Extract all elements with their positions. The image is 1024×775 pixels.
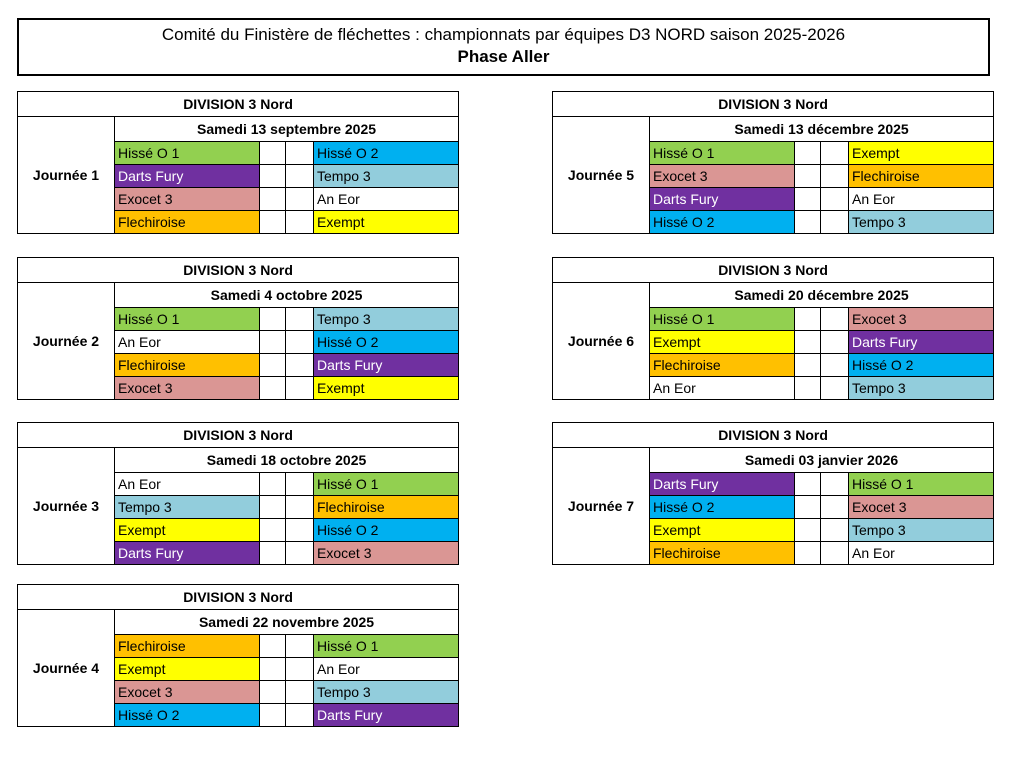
page-title: Comité du Finistère de fléchettes : championnats par équipes D3 NORD saison 2025-2026 [161, 25, 846, 44]
away-team: An Eor [849, 188, 994, 211]
away-score [286, 188, 314, 211]
away-team: Tempo 3 [314, 681, 459, 704]
home-team: An Eor [115, 331, 260, 354]
home-team: Exocet 3 [115, 681, 260, 704]
round-label: Journée 7 [553, 448, 650, 565]
away-team: Flechiroise [849, 165, 994, 188]
away-score [286, 473, 314, 496]
home-score [260, 188, 286, 211]
round-label: Journée 6 [553, 283, 650, 400]
home-score [795, 542, 821, 565]
home-score [260, 308, 286, 331]
home-score [260, 542, 286, 565]
home-team: Tempo 3 [115, 496, 260, 519]
away-team: Hissé O 2 [314, 519, 459, 542]
away-score [821, 473, 849, 496]
home-score [795, 473, 821, 496]
home-score [260, 704, 286, 727]
away-score [286, 681, 314, 704]
away-team: Hissé O 2 [849, 354, 994, 377]
away-score [821, 519, 849, 542]
home-team: Flechiroise [115, 635, 260, 658]
home-team: Exocet 3 [115, 377, 260, 400]
home-score [260, 354, 286, 377]
home-score [795, 308, 821, 331]
home-team: Exempt [650, 519, 795, 542]
home-score [795, 211, 821, 234]
away-team: Tempo 3 [314, 308, 459, 331]
away-score [286, 496, 314, 519]
away-team: Hissé O 1 [314, 635, 459, 658]
home-team: Exocet 3 [650, 165, 795, 188]
home-score [795, 377, 821, 400]
away-score [286, 165, 314, 188]
round-label: Journée 1 [18, 117, 115, 234]
round-table-5 [552, 91, 994, 234]
away-score [821, 496, 849, 519]
away-score [821, 377, 849, 400]
away-score [821, 188, 849, 211]
home-score [260, 635, 286, 658]
home-team: Exempt [650, 331, 795, 354]
division-title: DIVISION 3 Nord [18, 92, 459, 117]
home-team: Exocet 3 [115, 188, 260, 211]
away-score [286, 542, 314, 565]
division-title: DIVISION 3 Nord [553, 423, 994, 448]
round-date: Samedi 20 décembre 2025 [650, 283, 994, 308]
home-team: Hissé O 1 [115, 308, 260, 331]
away-score [821, 308, 849, 331]
home-team: Darts Fury [650, 473, 795, 496]
home-score [260, 496, 286, 519]
division-title: DIVISION 3 Nord [18, 585, 459, 610]
home-team: Flechiroise [650, 542, 795, 565]
phase-subtitle: Phase Aller [457, 47, 550, 66]
away-score [286, 354, 314, 377]
round-label: Journée 2 [18, 283, 115, 400]
away-team: Tempo 3 [849, 519, 994, 542]
away-score [286, 377, 314, 400]
round-table-6 [552, 257, 994, 400]
round-table-1 [17, 91, 459, 234]
away-score [821, 165, 849, 188]
home-team: Darts Fury [650, 188, 795, 211]
home-score [795, 354, 821, 377]
division-title: DIVISION 3 Nord [553, 258, 994, 283]
home-score [260, 331, 286, 354]
away-team: Darts Fury [849, 331, 994, 354]
division-title: DIVISION 3 Nord [553, 92, 994, 117]
away-team: Hissé O 1 [849, 473, 994, 496]
away-score [821, 142, 849, 165]
away-team: Hissé O 2 [314, 142, 459, 165]
away-team: Exempt [314, 377, 459, 400]
home-team: Hissé O 2 [650, 496, 795, 519]
round-date: Samedi 18 octobre 2025 [115, 448, 459, 473]
away-team: Tempo 3 [314, 165, 459, 188]
round-date: Samedi 13 septembre 2025 [115, 117, 459, 142]
home-team: Flechiroise [115, 211, 260, 234]
away-team: Exempt [849, 142, 994, 165]
round-table-7 [552, 422, 994, 565]
round-label: Journée 4 [18, 610, 115, 727]
home-team: An Eor [115, 473, 260, 496]
home-score [260, 142, 286, 165]
away-team: An Eor [314, 188, 459, 211]
home-score [795, 496, 821, 519]
away-team: An Eor [314, 658, 459, 681]
away-score [821, 331, 849, 354]
home-team: Darts Fury [115, 542, 260, 565]
away-team: Flechiroise [314, 496, 459, 519]
away-score [286, 211, 314, 234]
home-score [260, 377, 286, 400]
round-table-3 [17, 422, 459, 565]
home-team: Hissé O 2 [115, 704, 260, 727]
away-team: Exempt [314, 211, 459, 234]
away-score [286, 331, 314, 354]
away-score [286, 142, 314, 165]
home-team: Flechiroise [650, 354, 795, 377]
away-team: An Eor [849, 542, 994, 565]
division-title: DIVISION 3 Nord [18, 258, 459, 283]
round-date: Samedi 22 novembre 2025 [115, 610, 459, 635]
round-table-2 [17, 257, 459, 400]
away-team: Darts Fury [314, 354, 459, 377]
round-label: Journée 5 [553, 117, 650, 234]
home-team: Flechiroise [115, 354, 260, 377]
away-team: Exocet 3 [849, 496, 994, 519]
away-team: Hissé O 1 [314, 473, 459, 496]
away-score [821, 354, 849, 377]
home-score [260, 658, 286, 681]
home-score [795, 188, 821, 211]
away-score [821, 542, 849, 565]
home-team: Exempt [115, 519, 260, 542]
away-team: Exocet 3 [314, 542, 459, 565]
page-header [17, 18, 990, 76]
home-score [260, 681, 286, 704]
away-score [821, 211, 849, 234]
home-score [260, 165, 286, 188]
round-table-4 [17, 584, 459, 727]
home-score [260, 473, 286, 496]
home-score [795, 331, 821, 354]
away-score [286, 308, 314, 331]
home-team: Hissé O 1 [115, 142, 260, 165]
away-team: Darts Fury [314, 704, 459, 727]
home-team: Hissé O 2 [650, 211, 795, 234]
home-score [795, 165, 821, 188]
away-team: Tempo 3 [849, 377, 994, 400]
round-date: Samedi 13 décembre 2025 [650, 117, 994, 142]
division-title: DIVISION 3 Nord [18, 423, 459, 448]
home-score [260, 519, 286, 542]
away-team: Tempo 3 [849, 211, 994, 234]
home-team: Darts Fury [115, 165, 260, 188]
round-date: Samedi 03 janvier 2026 [650, 448, 994, 473]
away-score [286, 704, 314, 727]
home-team: Hissé O 1 [650, 308, 795, 331]
home-score [795, 519, 821, 542]
round-label: Journée 3 [18, 448, 115, 565]
home-team: An Eor [650, 377, 795, 400]
away-score [286, 519, 314, 542]
round-date: Samedi 4 octobre 2025 [115, 283, 459, 308]
away-team: Hissé O 2 [314, 331, 459, 354]
away-score [286, 635, 314, 658]
away-score [286, 658, 314, 681]
away-team: Exocet 3 [849, 308, 994, 331]
home-score [260, 211, 286, 234]
home-team: Exempt [115, 658, 260, 681]
home-team: Hissé O 1 [650, 142, 795, 165]
home-score [795, 142, 821, 165]
